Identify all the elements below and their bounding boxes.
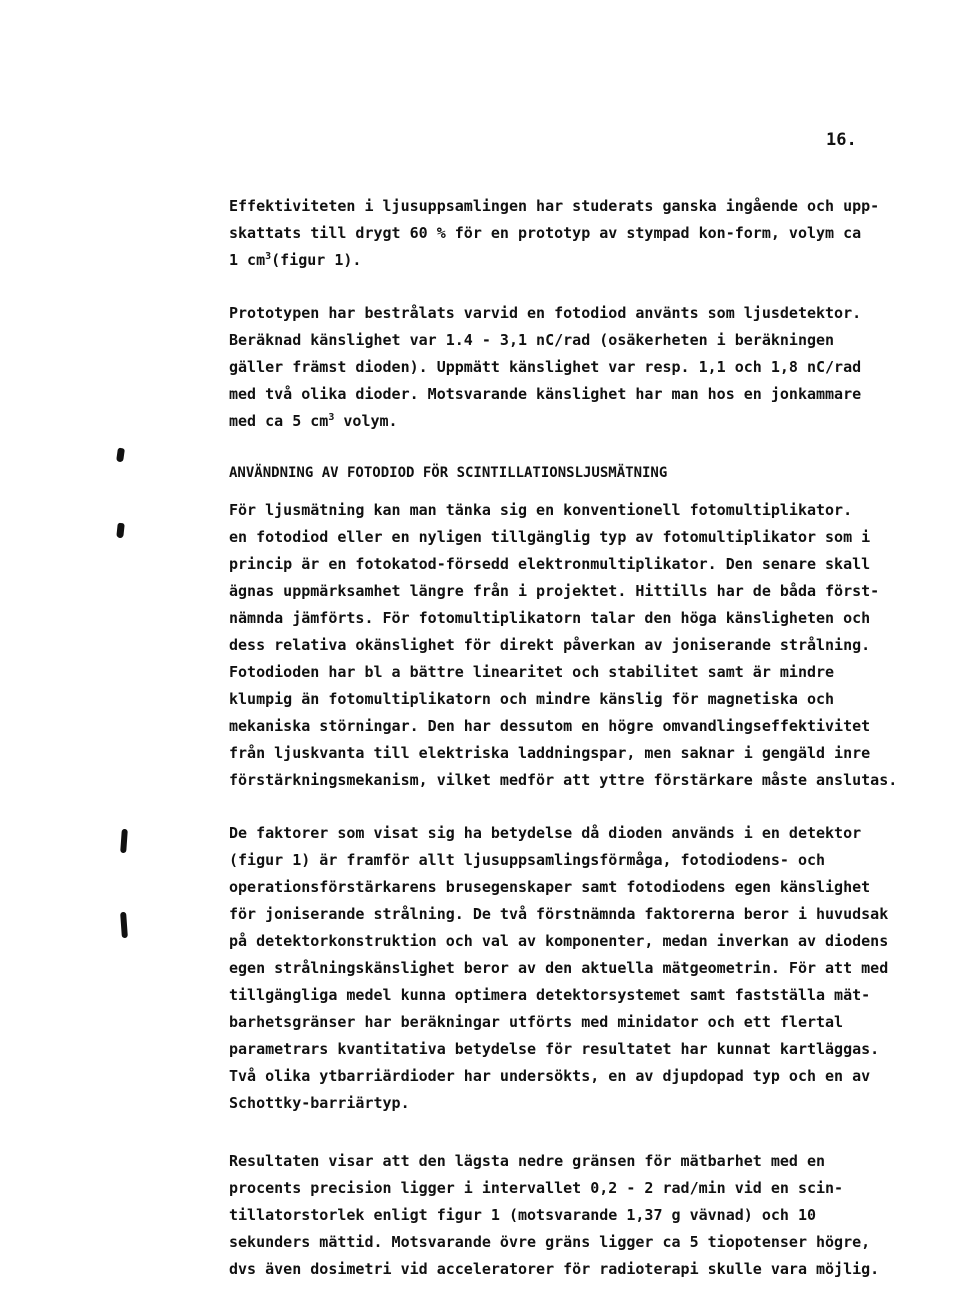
text-line: parametrars kvantitativa betydelse för resultatet har kunnat kartläggas. (229, 1040, 880, 1058)
text-line: Fotodioden har bl a bättre linearitet och stabilitet samt är mindre (229, 663, 835, 681)
text-line: barhetsgränser har beräkningar utförts med minidator och ett flertal (229, 1013, 844, 1031)
binder-hole-mark (120, 829, 128, 853)
text-line: nämnda jämförts. För fotomultiplikatorn talar den höga känsligheten och (229, 609, 871, 627)
text-line: procents precision ligger i intervallet 0,2 - 2 rad/min vid en scin- (229, 1179, 844, 1197)
text-line: tillatorstorlek enligt figur 1 (motsvarande 1,37 g vävnad) och 10 (229, 1206, 816, 1224)
text-line: (figur 1) är framför allt ljusuppsamlingsförmåga, fotodiodens- och (229, 851, 826, 869)
text-fragment: volym. (334, 412, 398, 430)
text-line: Resultaten visar att den lägsta nedre gränsen för mätbarhet med en (229, 1152, 826, 1170)
page-number: 16. (826, 130, 857, 150)
text-line: De faktorer som visat sig ha betydelse då dioden används i en detektor (229, 824, 862, 842)
binder-hole-mark (116, 523, 125, 539)
text-line (229, 408, 889, 435)
text-fragment: 1 cm (229, 251, 266, 269)
text-line: på detektorkonstruktion och val av komponenter, medan inverkan av diodens (229, 932, 889, 950)
text-line: tillgängliga medel kunna optimera detektorsystemet samt fastställa mät- (229, 986, 871, 1004)
text-line: ägnas uppmärksamhet längre från i projektet. Hittills har de båda först- (229, 582, 880, 600)
text-line: för joniserande strålning. De två förstnämnda faktorerna beror i huvudsak (229, 905, 889, 923)
text-line: Schottky-barriärtyp. (229, 1094, 410, 1112)
text-fragment: (figur 1). (271, 251, 362, 269)
binder-hole-mark (116, 448, 125, 463)
text-line: skattats till drygt 60 % för en prototyp av stympad kon-form, volym ca (229, 224, 862, 242)
superscript: 3 (265, 251, 272, 262)
paragraph-factors (229, 820, 889, 1117)
text-line: dvs även dosimetri vid acceleratorer för radioterapi skulle vara möjlig. (229, 1260, 880, 1278)
text-line: dess relativa okänslighet för direkt påverkan av joniserande strålning. (229, 636, 871, 654)
text-line: egen strålningskänslighet beror av den aktuella mätgeometrin. För att med (229, 959, 889, 977)
binder-hole-mark (120, 912, 128, 938)
text-line: förstärkningsmekanism, vilket medför att yttre förstärkare måste anslutas. (229, 771, 898, 789)
text-line: en fotodiod eller en nyligen tillgänglig typ av fotomultiplikator som i (229, 528, 871, 546)
text-line: sekunders mättid. Motsvarande övre gräns ligger ca 5 tiopotenser högre, (229, 1233, 871, 1251)
text-line: från ljuskvanta till elektriska laddningspar, men saknar i gengäld inre (229, 744, 871, 762)
paragraph-photodiode-usage (229, 497, 898, 794)
text-line: mekaniska störningar. Den har dessutom en högre omvandlingseffektivitet (229, 717, 871, 735)
text-line (229, 247, 889, 274)
text-line: Beräknad känslighet var 1.4 - 3,1 nC/rad (osäkerheten i beräkningen (229, 331, 835, 349)
section-heading: ANVÄNDNING AV FOTODIOD FÖR SCINTILLATIONSLJUSMÄTNING (229, 465, 668, 481)
text-line: För ljusmätning kan man tänka sig en konventionell fotomultiplikator. (229, 501, 853, 519)
superscript: 3 (328, 412, 335, 423)
text-fragment: med ca 5 cm (229, 412, 329, 430)
paragraph-results (229, 1148, 889, 1283)
paragraph-efficiency (229, 193, 889, 274)
text-line: princip är en fotokatod-försedd elektronmultiplikator. Den senare skall (229, 555, 871, 573)
text-line: Två olika ytbarriärdioder har undersökts, en av djupdopad typ och en av (229, 1067, 871, 1085)
text-line: klumpig än fotomultiplikatorn och mindre känslig för magnetiska och (229, 690, 835, 708)
text-line: Effektiviteten i ljusuppsamlingen har studerats ganska ingående och upp- (229, 197, 880, 215)
text-line: Prototypen har bestrålats varvid en fotodiod använts som ljusdetektor. (229, 304, 862, 322)
text-line: gäller främst dioden). Uppmätt känslighet var resp. 1,1 och 1,8 nC/rad (229, 358, 862, 376)
text-line: med två olika dioder. Motsvarande känslighet har man hos en jonkammare (229, 385, 862, 403)
text-line: operationsförstärkarens brusegenskaper samt fotodiodens egen känslighet (229, 878, 871, 896)
paragraph-prototype (229, 300, 889, 435)
